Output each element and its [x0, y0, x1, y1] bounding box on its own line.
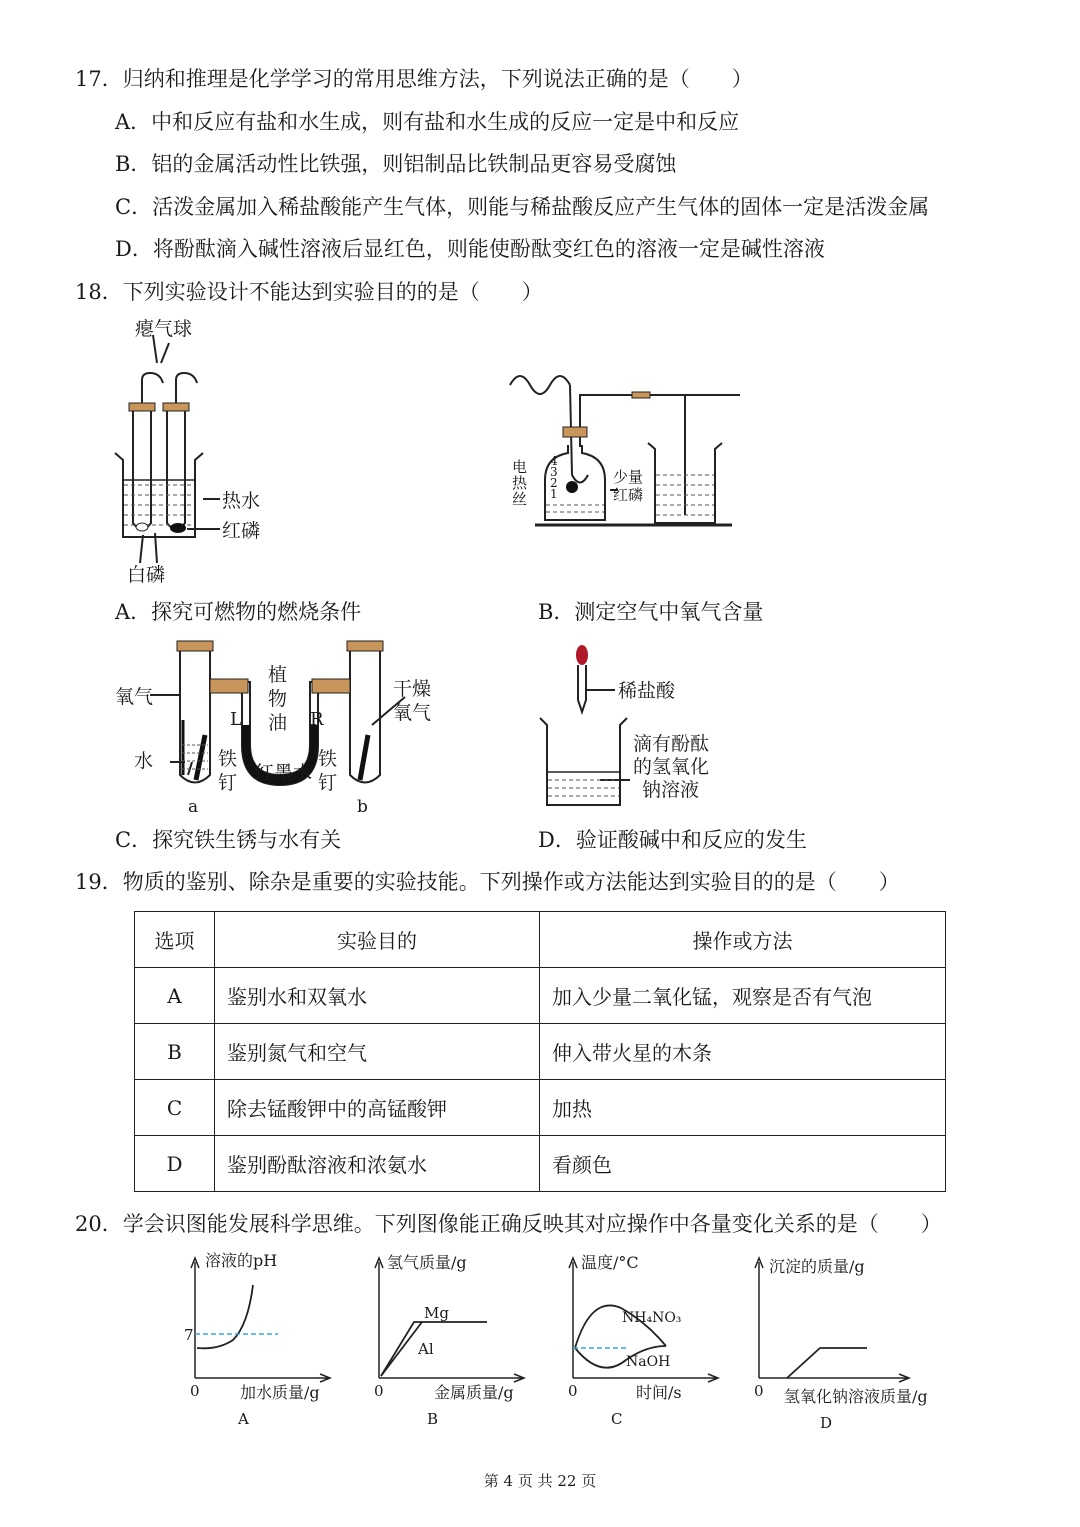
label-iron-nail-left-1: 铁 — [218, 748, 238, 770]
graph-d-caption: D — [820, 1414, 833, 1432]
label-dry-1: 干燥 — [393, 678, 432, 700]
label-red-phosphorus: 红磷 — [222, 520, 261, 542]
label-oil-3: 油 — [268, 712, 288, 734]
label-wire-2: 热 — [512, 474, 528, 492]
q20-stem: 20．学会识图能发展科学思维。下列图像能正确反映其对应操作中各量变化关系的是（ ） — [75, 1212, 942, 1236]
q17-option-c: C．活泼金属加入稀盐酸能产生气体，则能与稀盐酸反应产生气体的固体一定是活泼金属 — [115, 195, 930, 219]
header-option: 选项 — [135, 912, 215, 968]
label-solution-1: 滴有酚酞 — [633, 733, 710, 755]
flask-mark: 3 — [550, 465, 558, 479]
graph-c-ylabel: 温度/°C — [581, 1253, 639, 1272]
row-option: A — [135, 968, 215, 1024]
label-white-phosphorus: 白磷 — [127, 564, 166, 586]
label-water: 水 — [134, 750, 154, 772]
q18-stem: 18．下列实验设计不能达到实验目的的是（ ） — [75, 280, 543, 304]
table-row — [135, 1136, 946, 1192]
graph-d-xlabel: 氢氧化钠溶液质量/g — [784, 1387, 928, 1406]
graph-a-ylabel: 溶液的pH — [205, 1251, 278, 1270]
page-footer: 第 4 页 共 22 页 — [483, 1472, 597, 1490]
label-a: a — [188, 797, 199, 817]
row-option: B — [135, 1024, 215, 1080]
graph-b-origin: 0 — [374, 1382, 384, 1400]
label-R: R — [310, 709, 324, 730]
row-method: 加入少量二氧化锰，观察是否有气泡 — [540, 968, 946, 1024]
label-iron-nail-right-1: 铁 — [318, 748, 338, 770]
fig-d-caption: D．验证酸碱中和反应的发生 — [538, 828, 807, 852]
label-L: L — [230, 709, 242, 730]
q19-stem: 19．物质的鉴别、除杂是重要的实验技能。下列操作或方法能达到实验目的的是（ ） — [75, 870, 900, 894]
row-option: C — [135, 1080, 215, 1136]
row-purpose: 除去锰酸钾中的高锰酸钾 — [215, 1080, 540, 1136]
graph-b-ylabel: 氢气质量/g — [387, 1253, 467, 1272]
label-dry-2: 氧气 — [393, 702, 432, 724]
graph-b-series-mg: Mg — [424, 1304, 449, 1322]
header-purpose: 实验目的 — [215, 912, 540, 968]
graph-d-ylabel: 沉淀的质量/g — [769, 1257, 865, 1276]
table-row — [135, 1024, 946, 1080]
label-solution-2: 的氢氧化 — [633, 756, 710, 778]
graph-a-origin: 0 — [190, 1382, 200, 1400]
fig-b-caption: B．测定空气中氧气含量 — [538, 600, 764, 624]
figure-a-combustion — [95, 315, 305, 590]
q17-option-b: B．铝的金属活动性比铁强，则铝制品比铁制品更容易受腐蚀 — [115, 152, 677, 176]
graph-c-series-naoh: NaOH — [626, 1354, 671, 1370]
figure-b-oxygen-content — [500, 365, 740, 535]
label-wire-1: 电 — [512, 458, 528, 476]
label-wire-3: 丝 — [512, 490, 528, 508]
graph-c-origin: 0 — [568, 1382, 578, 1400]
row-purpose: 鉴别水和双氧水 — [215, 968, 540, 1024]
flask-mark: 1 — [550, 487, 558, 501]
label-oxygen: 氧气 — [115, 686, 154, 708]
label-red-ink: 红墨水 — [255, 762, 313, 784]
graph-b-xlabel: 金属质量/g — [434, 1383, 514, 1402]
fig-c-caption: C．探究铁生锈与水有关 — [115, 828, 342, 852]
label-dilute-hcl: 稀盐酸 — [618, 680, 676, 702]
graph-a-ph — [178, 1250, 338, 1435]
graph-a-xlabel: 加水质量/g — [240, 1383, 320, 1402]
label-small-amount: 少量 — [613, 468, 644, 486]
label-solution-3: 钠溶液 — [642, 779, 700, 801]
label-iron-nail-right-2: 钉 — [318, 772, 338, 794]
q19-table — [134, 911, 946, 1192]
label-iron-nail-left-2: 钉 — [218, 772, 238, 794]
graph-d-origin: 0 — [754, 1382, 764, 1400]
figure-c-iron-rust — [110, 635, 455, 820]
q17-option-a: A．中和反应有盐和水生成，则有盐和水生成的反应一定是中和反应 — [115, 110, 740, 134]
row-option: D — [135, 1136, 215, 1192]
row-method: 加热 — [540, 1080, 946, 1136]
graph-b-series-al: Al — [418, 1340, 434, 1358]
graph-c-xlabel: 时间/s — [636, 1383, 682, 1402]
label-balloon: 瘪气球 — [135, 318, 193, 340]
label-oil-2: 物 — [268, 688, 288, 710]
graph-b-caption: B — [427, 1410, 439, 1428]
label-oil-1: 植 — [268, 664, 288, 686]
figure-d-neutralization — [530, 640, 730, 815]
label-b: b — [357, 797, 368, 817]
row-method: 看颜色 — [540, 1136, 946, 1192]
q17-option-d: D．将酚酞滴入碱性溶液后显红色，则能使酚酞变红色的溶液一定是碱性溶液 — [115, 237, 825, 261]
label-red-phosphorus: 红磷 — [613, 486, 644, 504]
table-row — [135, 1080, 946, 1136]
row-purpose: 鉴别酚酞溶液和浓氨水 — [215, 1136, 540, 1192]
flask-mark: 2 — [550, 476, 558, 490]
table-row — [135, 968, 946, 1024]
graph-c-temperature — [556, 1250, 726, 1435]
flask-mark: 4 — [550, 454, 558, 468]
row-purpose: 鉴别氮气和空气 — [215, 1024, 540, 1080]
row-method: 伸入带火星的木条 — [540, 1024, 946, 1080]
label-hot-water: 热水 — [222, 490, 261, 512]
graph-a-tick-7: 7 — [184, 1326, 194, 1344]
q17-stem: 17．归纳和推理是化学学习的常用思维方法，下列说法正确的是（ ） — [75, 67, 753, 91]
graph-c-series-nh4no3: NH₄NO₃ — [622, 1310, 682, 1326]
graph-a-caption: A — [238, 1410, 249, 1428]
graph-b-hydrogen — [362, 1250, 532, 1435]
graph-c-caption: C — [611, 1410, 623, 1428]
graph-d-precipitate — [742, 1250, 942, 1435]
fig-a-caption: A．探究可燃物的燃烧条件 — [115, 600, 362, 624]
header-method: 操作或方法 — [540, 912, 946, 968]
table-header-row — [135, 912, 946, 968]
